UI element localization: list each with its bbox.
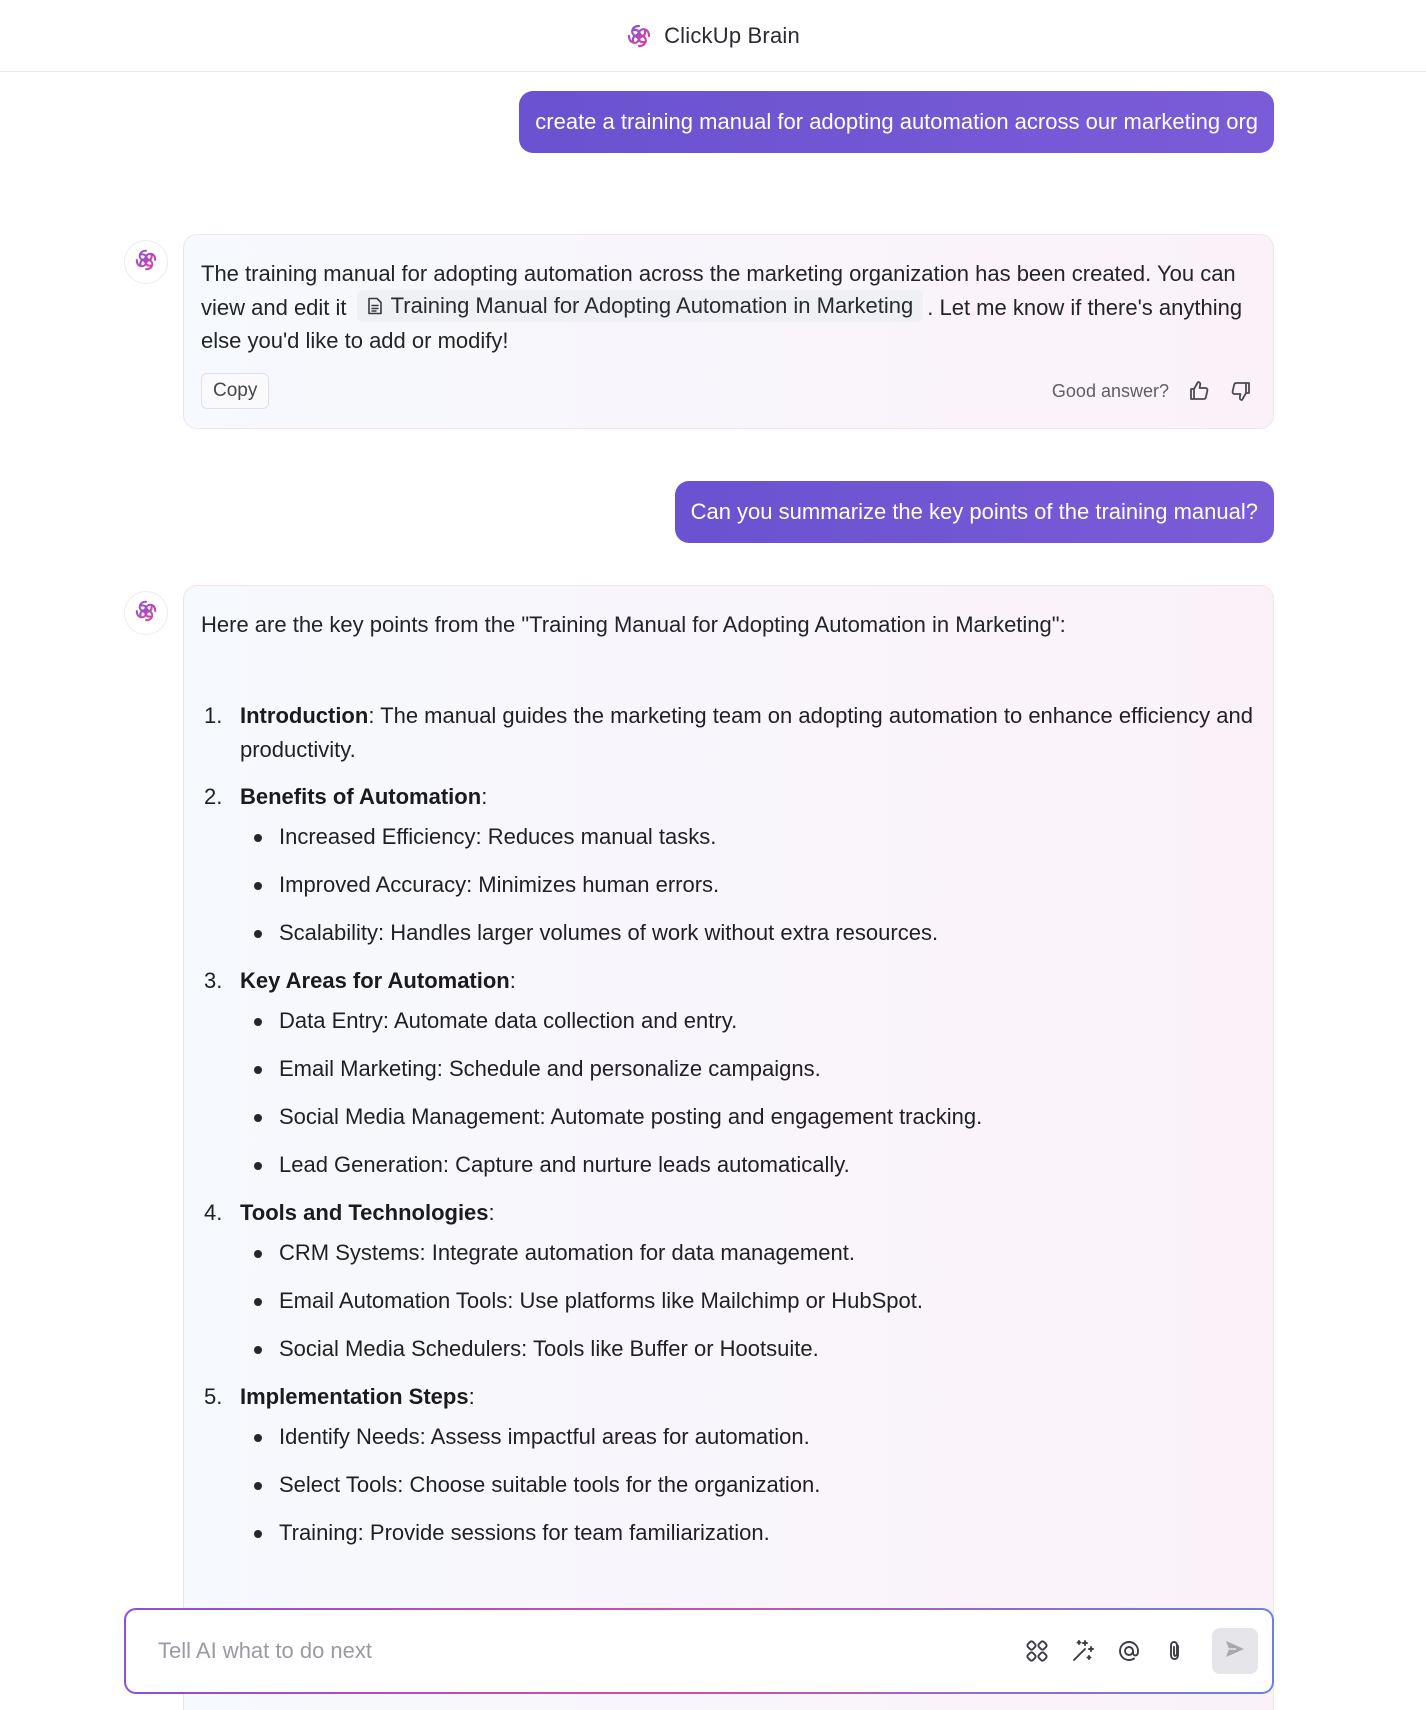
- clickup-brain-icon: [626, 23, 652, 49]
- thumbs-down-icon[interactable]: [1229, 379, 1253, 403]
- app-header: [0, 0, 1426, 72]
- user-message: create a training manual for adopting automation across our marketing org: [519, 91, 1274, 153]
- list-item: Data Entry: Automate data collection and entry.: [240, 1004, 1256, 1038]
- attachment-icon[interactable]: [1162, 1638, 1188, 1664]
- key-point-number: 3.: [204, 968, 223, 993]
- list-item: Increased Efficiency: Reduces manual tasks.: [240, 820, 1256, 854]
- copy-button[interactable]: Copy: [201, 373, 269, 409]
- key-point-sublist: [240, 1004, 1256, 1182]
- key-point: [201, 780, 1256, 950]
- key-point-description: : The manual guides the marketing team on adopting automation to enhance efficiency and productivity.: [240, 703, 1253, 762]
- clickup-brain-icon: [134, 599, 158, 628]
- ai-message: [183, 234, 1274, 429]
- feedback-label: Good answer?: [1051, 380, 1169, 401]
- key-point-title: Key Areas for Automation: [240, 968, 510, 993]
- list-item: Improved Accuracy: Minimizes human errors.: [240, 868, 1256, 902]
- ai-message: [183, 585, 1274, 1710]
- list-item: Lead Generation: Capture and nurture leads automatically.: [240, 1148, 1256, 1182]
- key-point-number: 4.: [204, 1200, 223, 1225]
- key-point-title: Introduction: [240, 703, 369, 728]
- apps-icon[interactable]: [1024, 1638, 1050, 1664]
- feedback-bar: [1052, 379, 1253, 403]
- doc-link[interactable]: [357, 290, 924, 322]
- list-item: Select Tools: Choose suitable tools for the organization.: [240, 1468, 1256, 1502]
- key-point-sublist: [240, 1236, 1256, 1366]
- list-item: Email Marketing: Schedule and personalize campaigns.: [240, 1052, 1256, 1086]
- user-message: Can you summarize the key points of the training manual?: [675, 481, 1274, 543]
- key-point: [201, 699, 1256, 767]
- message-actions: [201, 372, 1253, 410]
- list-item: Social Media Management: Automate posting and engagement tracking.: [240, 1100, 1256, 1134]
- key-point-sublist: [240, 1420, 1256, 1550]
- magic-wand-icon[interactable]: [1070, 1638, 1096, 1664]
- key-point-sublist: [240, 820, 1256, 950]
- composer: [124, 1608, 1274, 1694]
- key-point-description: :: [488, 1200, 495, 1225]
- send-button[interactable]: [1212, 1628, 1258, 1674]
- document-icon: [367, 297, 383, 315]
- mention-icon[interactable]: [1116, 1638, 1142, 1664]
- ai-avatar: [124, 240, 168, 284]
- key-point: [201, 1196, 1256, 1366]
- list-item: Social Media Schedulers: Tools like Buffer or Hootsuite.: [240, 1332, 1256, 1366]
- thumbs-up-icon[interactable]: [1187, 379, 1211, 403]
- ai-message-intro: Here are the key points from the "Training Manual for Adopting Automation in Marketing":: [201, 612, 1066, 637]
- composer-inner: [126, 1610, 1272, 1692]
- key-point-title: Tools and Technologies: [240, 1200, 489, 1225]
- send-icon: [1223, 1637, 1247, 1666]
- clickup-brain-icon: [134, 248, 158, 277]
- list-item: Identify Needs: Assess impactful areas for automation.: [240, 1420, 1256, 1454]
- ai-avatar: [124, 591, 168, 635]
- app-title: ClickUp Brain: [664, 22, 800, 48]
- list-item: Training: Provide sessions for team familiarization.: [240, 1516, 1256, 1550]
- key-point-title: Benefits of Automation: [240, 784, 482, 809]
- key-point: [201, 964, 1256, 1182]
- key-point-description: :: [509, 968, 516, 993]
- composer-tools: [1024, 1628, 1258, 1674]
- doc-link-label: Training Manual for Adopting Automation in Marketing: [390, 293, 914, 318]
- key-point-description: :: [468, 1384, 475, 1409]
- list-item: Email Automation Tools: Use platforms like Mailchimp or HubSpot.: [240, 1284, 1256, 1318]
- key-point-number: 1.: [204, 703, 223, 728]
- list-item: CRM Systems: Integrate automation for data management.: [240, 1236, 1256, 1270]
- ai-message-text: The training manual for adopting automation across the marketing organization has been created. You can view and edit it Training Manual for Adopting Automation in Marketing . Let me know if there's anything else you'd like to add or modify!: [201, 261, 1243, 353]
- key-point: [201, 1380, 1256, 1550]
- key-point-title: Implementation Steps: [240, 1384, 469, 1409]
- prompt-input[interactable]: [156, 1637, 1024, 1665]
- key-point-number: 5.: [204, 1384, 223, 1409]
- key-point-description: :: [481, 784, 488, 809]
- list-item: Scalability: Handles larger volumes of work without extra resources.: [240, 916, 1256, 950]
- key-points-list: [201, 699, 1256, 1550]
- key-point-number: 2.: [204, 784, 223, 809]
